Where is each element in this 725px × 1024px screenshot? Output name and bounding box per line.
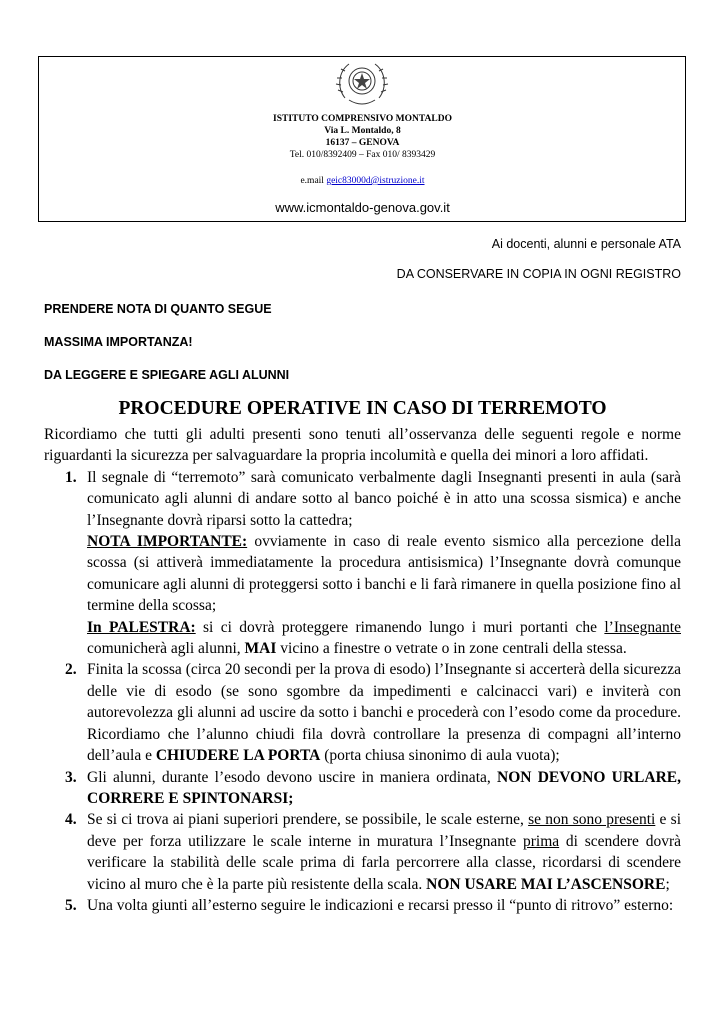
step-3-text (87, 767, 681, 810)
step-text: Finita la scossa (circa 20 secondi per la prova di esodo) l’Insegnante si accerterà della sicurezza delle vie di esodo (se sono sgombre da impedimenti e calcinacci vari) e inviterà con autorevolezza gli alunni ad uscire da sotto i banchi e procederà con l’esodo come da procedure. Ricordiamo che l’alunno chiudi fila dovrà controllare la presenza di compagni all’interno dell’aula e (87, 661, 681, 765)
procedure-step-1 (44, 467, 681, 660)
procedure-step-3 (44, 767, 681, 810)
institute-street: Via L. Montaldo, 8 (324, 126, 401, 136)
step-5-text: Una volta giunti all’esterno seguire le indicazioni e recarsi presso il “punto di ritrovo” esterno: (87, 896, 674, 914)
intro-paragraph: Ricordiamo che tutti gli adulti presenti sono tenuti all’osservanza delle seguenti regole e norme riguardanti la sicurezza per salvaguardare la propria incolumità e quella dei minori a loro affidati. (44, 426, 681, 465)
step-number: 1. (65, 468, 77, 486)
notice-take-note: PRENDERE NOTA DI QUANTO SEGUE (44, 302, 272, 316)
gym-text: vicino a finestre o vetrate o in zone centrali della stessa. (276, 640, 627, 658)
institute-email-line (0, 176, 725, 186)
procedure-step-2 (44, 659, 681, 766)
step-number: 4. (65, 811, 77, 829)
step-underlined-text: prima (522, 832, 560, 850)
step-text: di scendere dovrà verificare la stabilità delle scale prima di farla percorrere alla classe, ricordarsi di scendere vicino al muro che è la parte più resistente della scala. (87, 832, 681, 893)
step-text: (porta chiusa sinonimo di aula vuota); (320, 747, 560, 765)
step-number: 2. (65, 661, 77, 679)
procedure-step-5 (44, 895, 681, 916)
step-bold-text: CHIUDERE LA PORTA (155, 747, 321, 765)
email-label: e.mail (300, 176, 324, 186)
step-number: 5. (65, 896, 77, 914)
notice-read-explain: DA LEGGERE E SPIEGARE AGLI ALUNNI (44, 368, 290, 382)
step-text: Gli alunni, durante l’esodo devono uscire in maniera ordinata, (87, 768, 497, 786)
gym-text: comunicherà agli alunni, (87, 640, 245, 658)
step-text: ; (665, 875, 670, 893)
gym-bold-text: MAI (244, 640, 277, 658)
italian-republic-emblem-icon (333, 58, 391, 110)
document-title: PROCEDURE OPERATIVE IN CASO DI TERREMOTO (118, 398, 607, 419)
step-underlined-text: se non sono presenti (528, 811, 656, 829)
step-text: e si deve per forza utilizzare le scale interne in muratura l’Insegnante (87, 811, 682, 850)
important-note-text: ovviamente in caso di reale evento sismico alla percezione della scossa (si attiverà immediatamente la procedura antisismica) l’Insegnante dovrà comunque comunicare agli alunni di proteggersi sotto i banchi e li farà rimanere in quella posizione fino al termine della scossa; (87, 533, 681, 615)
institute-website: www.icmontaldo-genova.gov.it (275, 200, 450, 215)
email-link[interactable]: geic83000d@istruzione.it (326, 176, 425, 186)
gym-underlined-text: l’Insegnante (604, 618, 681, 636)
step-1-text: Il segnale di “terremoto” sarà comunicato verbalmente dagli Insegnanti presenti in aula (sarà comunicato agli alunni di andare sotto al banco poiché è in atto una scossa sismica) e anche l’Insegnante dovrà riparsi sotto la cattedra; (87, 468, 681, 529)
gym-label: In PALESTRA: (87, 618, 196, 636)
document-body (44, 424, 681, 916)
important-note-label: NOTA IMPORTANTE: (87, 533, 248, 551)
procedure-list (44, 467, 681, 917)
institute-city: 16137 – GENOVA (325, 138, 400, 148)
procedure-step-4 (44, 809, 681, 895)
step-4-text (87, 809, 681, 895)
step-bold-text: NON DEVONO URLARE, CORRERE E SPINTONARSI; (87, 768, 681, 807)
step-number: 3. (65, 768, 77, 786)
step-2-text (87, 659, 681, 766)
institute-name: ISTITUTO COMPRENSIVO MONTALDO (273, 114, 452, 124)
addressee-line: Ai docenti, alunni e personale ATA (491, 237, 681, 251)
step-text: Se si ci trova ai piani superiori prendere, se possibile, le scale esterne, (87, 811, 529, 829)
step-1-gym-note (87, 617, 681, 660)
step-bold-text: NON USARE MAI L’ASCENSORE (426, 875, 666, 893)
conserve-note: DA CONSERVARE IN COPIA IN OGNI REGISTRO (396, 267, 681, 281)
institute-phone-fax: Tel. 010/8392409 – Fax 010/ 8393429 (289, 150, 436, 160)
step-1-important-note (87, 531, 681, 617)
notice-importance: MASSIMA IMPORTANZA! (44, 335, 193, 349)
gym-text: si ci dovrà proteggere rimanendo lungo i muri portanti che (195, 618, 605, 636)
